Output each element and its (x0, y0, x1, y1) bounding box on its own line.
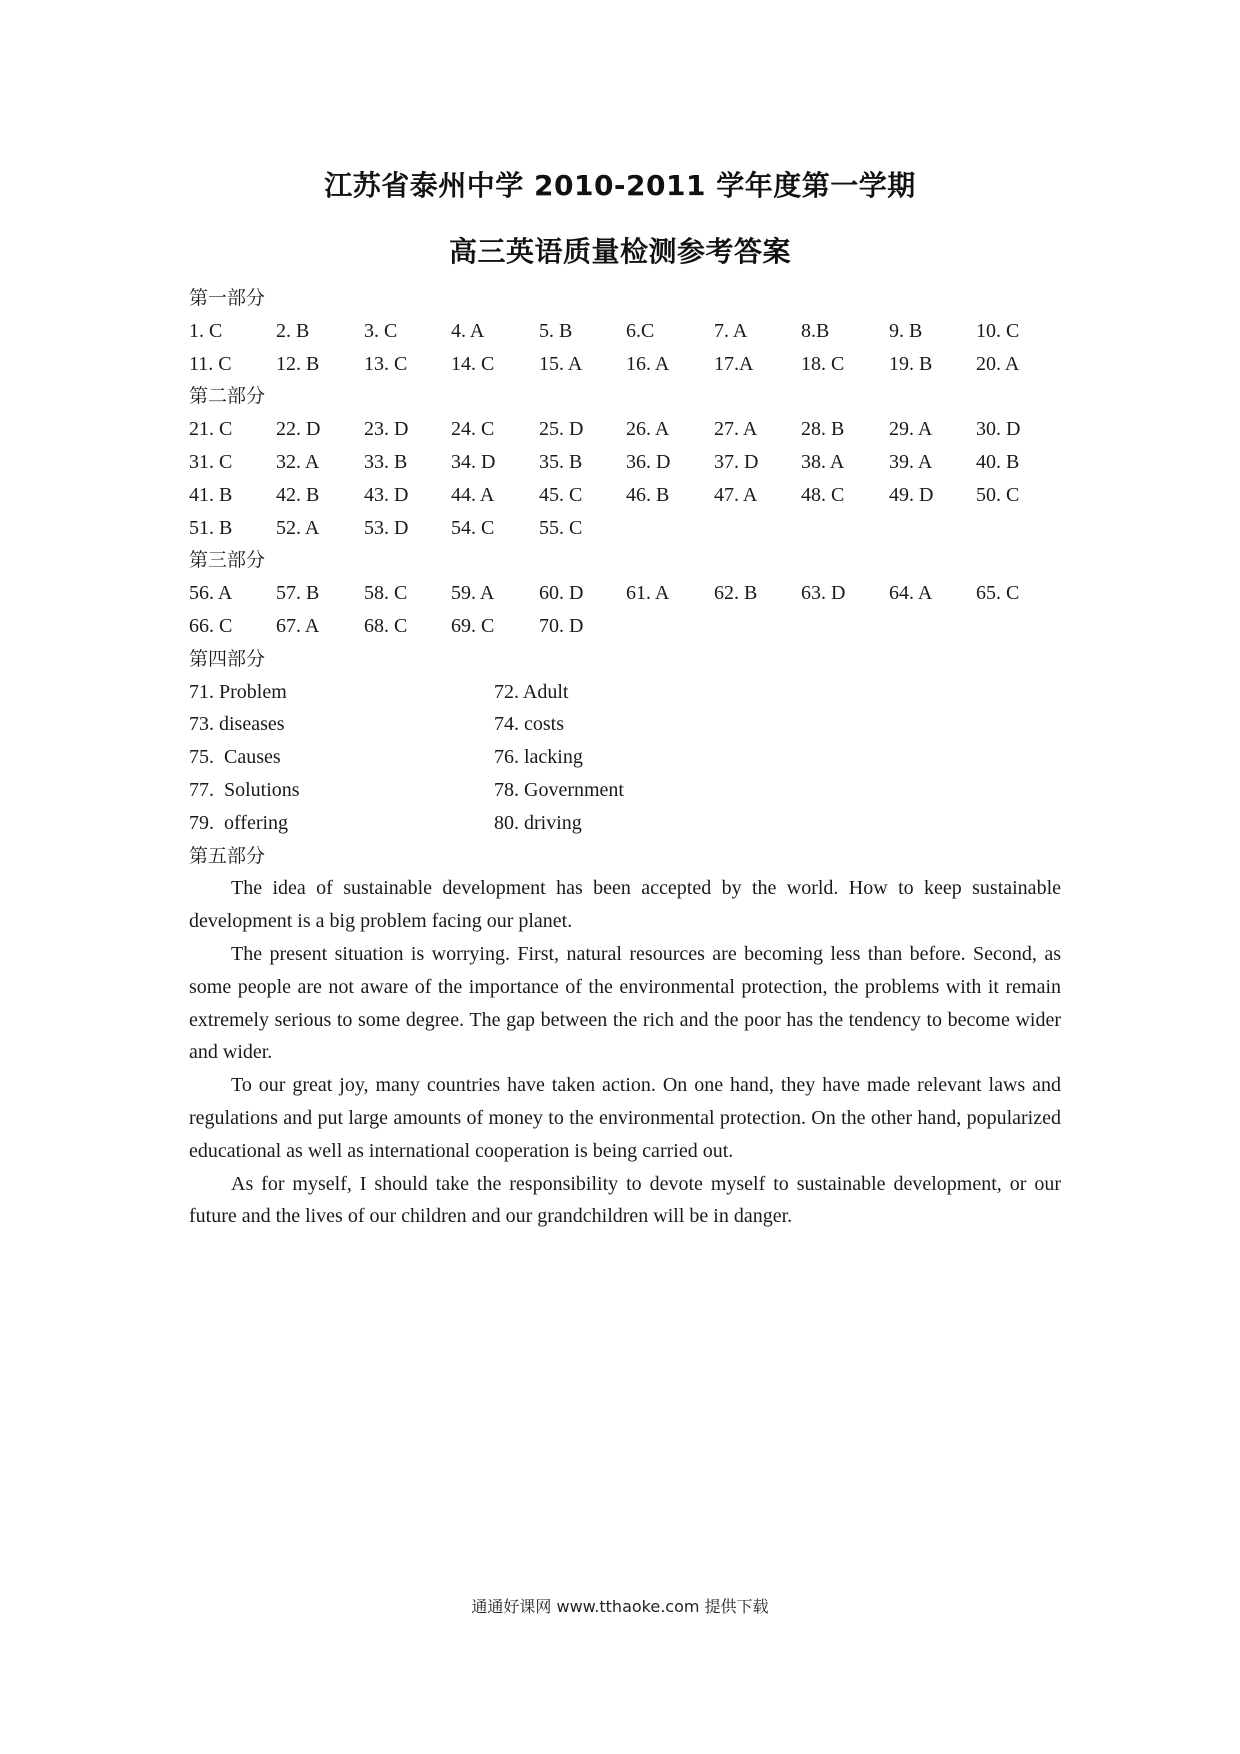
answer-item: 1. C (189, 319, 223, 342)
answer-item: 13. C (364, 352, 408, 375)
section-heading: 第四部分 (189, 647, 266, 670)
answer-content (189, 282, 1061, 1233)
answer-item: 15. A (539, 352, 583, 375)
word-answer-row (189, 774, 1061, 807)
answer-item: 25. D (539, 418, 584, 441)
answer-item: 54. C (451, 516, 495, 539)
answer-item: 50. C (976, 483, 1020, 506)
answer-item: 33. B (364, 450, 408, 473)
answer-item: 51. B (189, 516, 233, 539)
answer-item: 49. D (889, 483, 934, 506)
section-heading: 第三部分 (189, 549, 266, 572)
answer-item: 6.C (626, 319, 655, 342)
answer-item: 70. D (539, 614, 584, 637)
answer-item: 56. A (189, 582, 233, 605)
answer-item: 63. D (801, 582, 846, 605)
answer-item: 30. D (976, 418, 1021, 441)
answer-item: 18. C (801, 352, 845, 375)
answer-item: 38. A (801, 450, 845, 473)
answer-item: 48. C (801, 483, 845, 506)
section-heading: 第五部分 (189, 844, 266, 867)
section-heading: 第二部分 (189, 385, 266, 408)
answer-item: 31. C (189, 450, 233, 473)
answer-item: 5. B (539, 319, 573, 342)
essay-paragraph: The idea of sustainable development has been accepted by the world. How to keep sustainable development is a big problem facing our planet. (189, 877, 1061, 933)
answer-item: 11. C (189, 352, 232, 375)
answer-item: 16. A (626, 352, 670, 375)
sample-essay (189, 872, 1061, 1233)
answer-item: 10. C (976, 319, 1020, 342)
answer-row (189, 315, 1061, 348)
document-title: 江苏省泰州中学 2010-2011 学年度第一学期 (324, 169, 916, 202)
section-heading: 第一部分 (189, 287, 266, 309)
word-answer: 72. Adult (494, 680, 569, 703)
answer-item: 27. A (714, 418, 758, 441)
answer-item: 47. A (714, 483, 758, 506)
answer-item: 43. D (364, 483, 409, 506)
answer-row (189, 610, 1061, 643)
answer-part (189, 282, 1061, 380)
answer-item: 53. D (364, 516, 409, 539)
answer-item: 44. A (451, 483, 495, 506)
answer-item: 28. B (801, 418, 845, 441)
word-answer: 80. driving (494, 811, 582, 834)
answer-item: 22. D (276, 418, 321, 441)
part-four (189, 643, 1061, 840)
word-answer: 79. offering (189, 811, 289, 834)
answer-item: 61. A (626, 582, 670, 605)
answer-row (189, 348, 1061, 381)
answer-item: 62. B (714, 582, 758, 605)
answer-item: 35. B (539, 450, 583, 473)
essay-paragraph: To our great joy, many countries have taken action. On one hand, they have made relevant laws and regulations and put large amounts of money to the environmental protection. On the other hand, popularized educational as well as international cooperation is being carried out. (189, 1074, 1061, 1162)
answer-row (189, 577, 1061, 610)
answer-item: 67. A (276, 614, 320, 637)
answer-part (189, 380, 1061, 544)
answer-item: 9. B (889, 319, 923, 342)
answer-row (189, 512, 1061, 545)
answer-item: 57. B (276, 582, 320, 605)
part-five (189, 840, 1061, 1234)
answer-item: 4. A (451, 319, 485, 342)
answer-item: 66. C (189, 614, 233, 637)
essay-paragraph: As for myself, I should take the responsibility to devote myself to sustainable development, or our future and the lives of our children and our grandchildren will be in danger. (189, 1172, 1061, 1228)
answer-item: 12. B (276, 352, 320, 375)
answer-item: 39. A (889, 450, 933, 473)
answer-item: 42. B (276, 483, 320, 506)
word-answer-row (189, 676, 1061, 709)
answer-row (189, 446, 1061, 479)
answer-item: 19. B (889, 352, 933, 375)
answer-item: 64. A (889, 582, 933, 605)
multiple-choice-parts (189, 282, 1061, 643)
answer-item: 46. B (626, 483, 670, 506)
word-answer-row (189, 807, 1061, 840)
answer-item: 23. D (364, 418, 409, 441)
answer-item: 3. C (364, 319, 398, 342)
word-answer: 75. Causes (189, 746, 281, 769)
answer-row (189, 413, 1061, 446)
answer-item: 40. B (976, 450, 1020, 473)
answer-item: 58. C (364, 582, 408, 605)
answer-item: 45. C (539, 483, 583, 506)
word-answer-row (189, 708, 1061, 741)
answer-item: 2. B (276, 319, 310, 342)
answer-item: 17.A (714, 352, 754, 375)
answer-item: 24. C (451, 418, 495, 441)
answer-item: 34. D (451, 450, 496, 473)
answer-item: 37. D (714, 450, 759, 473)
word-answer: 73. diseases (189, 713, 285, 736)
answer-part (189, 544, 1061, 642)
answer-item: 8.B (801, 319, 830, 342)
answer-item: 65. C (976, 582, 1020, 605)
answer-item: 26. A (626, 418, 670, 441)
answer-item: 36. D (626, 450, 671, 473)
word-answer: 71. Problem (189, 680, 287, 703)
answer-item: 41. B (189, 483, 233, 506)
word-answer: 76. lacking (494, 746, 583, 769)
word-answer-list (189, 676, 1061, 840)
word-answer: 74. costs (494, 713, 564, 736)
answer-item: 7. A (714, 319, 748, 342)
answer-item: 59. A (451, 582, 495, 605)
answer-item: 60. D (539, 582, 584, 605)
answer-item: 21. C (189, 418, 233, 441)
answer-item: 55. C (539, 516, 583, 539)
footer-credit: 通通好课网 www.tthaoke.com 提供下载 (471, 1597, 769, 1616)
answer-item: 20. A (976, 352, 1020, 375)
answer-item: 52. A (276, 516, 320, 539)
answer-row (189, 479, 1061, 512)
answer-item: 14. C (451, 352, 495, 375)
answer-item: 69. C (451, 614, 495, 637)
word-answer: 78. Government (494, 778, 624, 801)
word-answer: 77. Solutions (189, 778, 300, 801)
essay-paragraph: The present situation is worrying. First, natural resources are becoming less than before. Second, as some people are not aware of the importance of the environmental protection, the problems with it remain extremely serious to some degree. The gap between the rich and the poor has the tendency to become wider and wider. (189, 942, 1061, 1064)
document-subtitle: 高三英语质量检测参考答案 (448, 235, 791, 268)
word-answer-row (189, 741, 1061, 774)
answer-item: 32. A (276, 450, 320, 473)
answer-item: 29. A (889, 418, 933, 441)
answer-item: 68. C (364, 614, 408, 637)
